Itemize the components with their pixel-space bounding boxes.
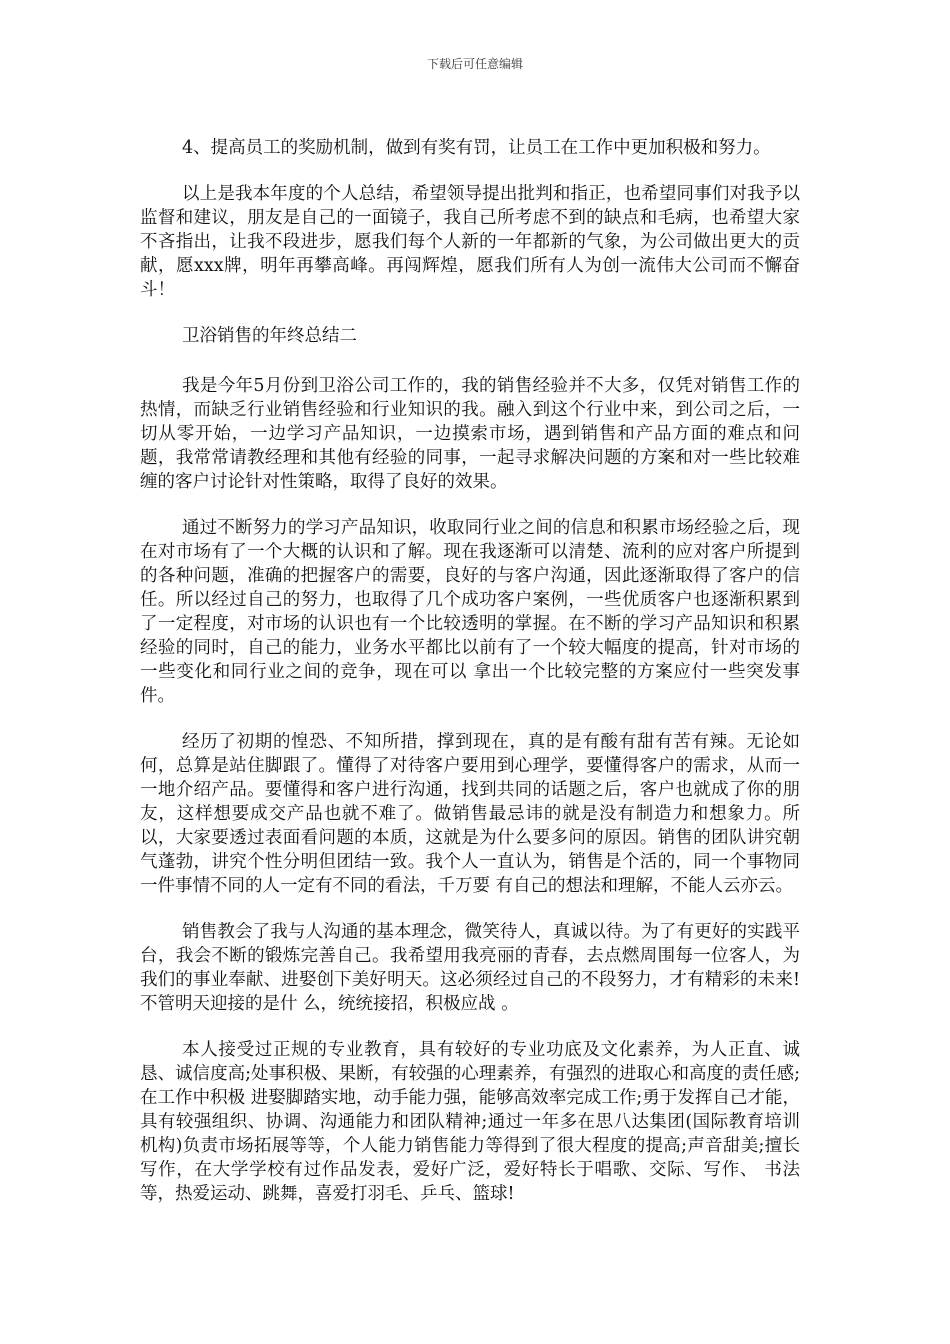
- paragraph-incentive: 4、提高员工的奖励机制，做到有奖有罚，让员工在工作中更加积极和努力。: [182, 138, 771, 158]
- paragraph-joining: 我是今年5月份到卫浴公司工作的，我的销售经验并不大多，仅凭对销售工作的热情，而缺乏行业销售经验和行业知识的我。融入到这个行业中来，到公司之后，一切从零开始，一边学习产品知识，一边摸索市场，遇到销售和产品方面的难点和问题，我常常请教经理和其他有经验的同事，一起寻求解决问题的方案和对一些比较难缠的客户讨论针对性策略，取得了良好的效果。: [140, 376, 800, 492]
- paragraph-learning: 通过不断努力的学习产品知识，收取同行业之间的信息和积累市场经验之后，现在对市场有了一个大概的认识和了解。现在我逐渐可以清楚、流利的应对客户所提到的各种问题，准确的把握客户的需要，良好的与客户沟通，因此逐渐取得了客户的信任。所以经过自己的努力，也取得了几个成功客户案例，一些优质客户也逐渐积累到了一定程度，对市场的认识也有一个比较透明的掌握。在不断的学习产品知识和积累经验的同时，自己的能力，业务水平都比以前有了一个较大幅度的提高，针对市场的一些变化和同行业之间的竞争，现在可以 拿出一个比较完整的方案应付一些突发事件。: [140, 518, 800, 706]
- paragraph-self-introduction: 本人接受过正规的专业教育，具有较好的专业功底及文化素养，为人正直、诚恳、诚信度高;处事积极、果断，有较强的心理素养，有强烈的进取心和高度的责任感;在工作中积极 进娶脚踏实地，动手能力强，能够高效率完成工作;勇于发挥自己才能，具有较强组织、协调、沟通能力和团队精神;通过一年多在思八达集团(国际教育培训机构)负责市场拓展等等，个人能力销售能力等得到了很大程度的提高;声音甜美;擅长写作，在大学学校有过作品发表，爱好广泛，爱好特长于唱歌、交际、写作、 书法等，热爱运动、跳舞，喜爱打羽毛、乒乓、篮球!: [140, 1040, 800, 1204]
- paragraph-communication: 销售教会了我与人沟通的基本理念，微笑待人，真诚以待。为了有更好的实践平台，我会不断的锻炼完善自己。我希望用我亮丽的青春，去点燃周围每一位客人，为我们的事业奉献、进娶创下美好明天。这必须经过自己的不段努力，才有精彩的未来!不管明天迎接的是什 么，统统接招，积极应战 。: [140, 922, 800, 1014]
- page-header: 下载后可任意编辑: [426, 57, 523, 71]
- document-body: [140, 136, 800, 1228]
- section-heading: 卫浴销售的年终总结二: [182, 326, 357, 346]
- paragraph-experience: 经历了初期的惶恐、不知所措，撑到现在，真的是有酸有甜有苦有辣。无论如何，总算是站住脚跟了。懂得了对待客户要用到心理学，要懂得客户的需求，从而一一地介绍产品。要懂得和客户进行沟通，找到共同的话题之后，客户也就成了你的朋友，这样想要成交产品也就不难了。做销售最忌讳的就是没有制造力和想象力。所以，大家要透过表面看问题的本质，这就是为什么要多问的原因。销售的团队讲究朝气蓬勃，讲究个性分明但团结一致。我个人一直认为，销售是个活的，同一个事物同一件事情不同的人一定有不同的看法，千万要 有自己的想法和理解，不能人云亦云。: [140, 732, 800, 896]
- paragraph-summary-closing: 以上是我本年度的个人总结，希望领导提出批判和指正，也希望同事们对我予以监督和建议，朋友是自己的一面镜子，我自己所考虑不到的缺点和毛病，也希望大家不吝指出，让我不段进步，愿我们每个人新的一年都新的气象，为公司做出更大的贡献，愿xxx牌，明年再攀高峰。再闯辉煌，愿我们所有人为创一流伟大公司而不懈奋斗！: [140, 184, 800, 300]
